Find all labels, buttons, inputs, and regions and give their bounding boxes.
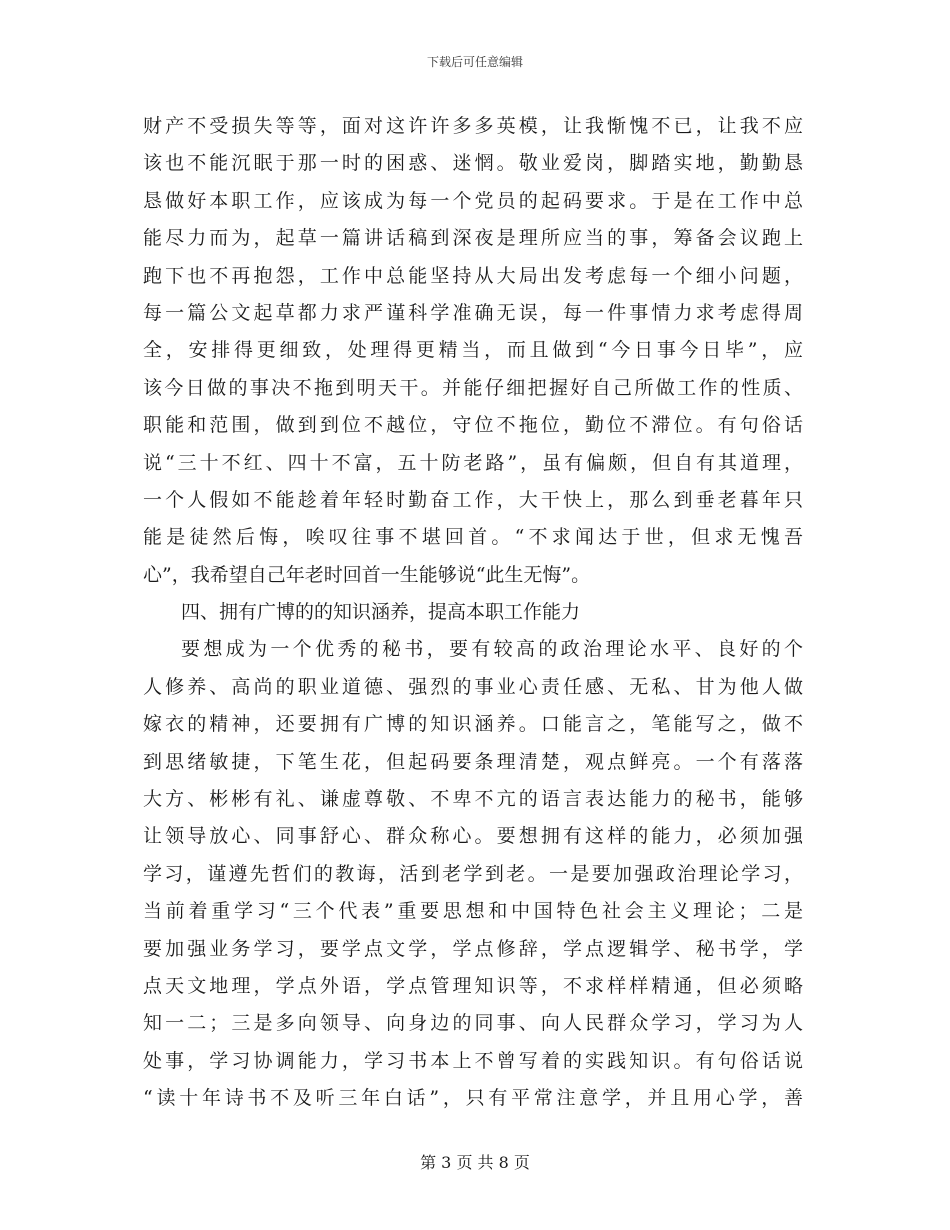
text-line: 能尽力而为，起草一篇讲话稿到深夜是理所应当的事，筹备会议跑上 xyxy=(143,227,803,250)
text-line: 该也不能沉眠于那一时的困惑、迷惘。敬业爱岗，脚踏实地，勤勤恳 xyxy=(143,152,803,175)
text-line: 处事，学习协调能力，学习书本上不曾写着的实践知识。有句俗话说 xyxy=(143,1049,803,1072)
page-number: 第 3 页 共 8 页 xyxy=(420,1153,530,1172)
text-line: 大方、彬彬有礼、谦虚尊敬、不卑不亢的语言表达能力的秘书，能够 xyxy=(143,788,803,811)
text-line: 每一篇公文起草都力求严谨科学准确无误，每一件事情力求考虑得周 xyxy=(143,301,803,324)
text-line: “读十年诗书不及听三年白话”，只有平常注意学，并且用心学，善 xyxy=(143,1087,803,1110)
text-line: 要想成为一个优秀的秘书，要有较高的政治理论水平、良好的个 xyxy=(181,638,803,661)
page-header: 下载后可任意编辑 xyxy=(426,55,523,69)
text-line: 心”，我希望自己年老时回首一生能够说“此生无悔”。 xyxy=(143,563,591,586)
text-line: 说“三十不红、四十不富，五十防老路”，虽有偏颇，但自有其道理， xyxy=(143,451,803,474)
text-line: 能是徒然后悔，唉叹往事不堪回首。“不求闻达于世，但求无愧吾 xyxy=(143,526,803,549)
text-line: 学习，谨遵先哲们的教诲，活到老学到老。一是要加强政治理论学习， xyxy=(143,862,803,885)
text-line: 要加强业务学习，要学点文学，学点修辞，学点逻辑学、秘书学，学 xyxy=(143,937,803,960)
text-line: 财产不受损失等等，面对这许许多多英模，让我惭愧不已，让我不应 xyxy=(143,115,803,137)
text-line: 全，安排得更细致，处理得更精当，而且做到“今日事今日毕”，应 xyxy=(143,339,803,362)
text-line: 职能和范围，做到到位不越位，守位不拖位，勤位不滞位。有句俗话 xyxy=(143,414,803,437)
text-line: 恳做好本职工作，应该成为每一个党员的起码要求。于是在工作中总 xyxy=(143,189,803,212)
text-line: 一个人假如不能趁着年轻时勤奋工作，大干快上，那么到垂老暮年只 xyxy=(143,488,803,511)
text-line: 知一二；三是多向领导、向身边的同事、向人民群众学习，学习为人 xyxy=(143,1012,803,1035)
document-body xyxy=(143,108,803,1118)
text-line: 让领导放心、同事舒心、群众称心。要想拥有这样的能力，必须加强 xyxy=(143,825,803,848)
section-heading: 四、拥有广博的的知识涵养，提高本职工作能力 xyxy=(181,601,581,624)
text-line: 跑下也不再抱怨，工作中总能坚持从大局出发考虑每一个细小问题， xyxy=(143,264,803,287)
text-line: 到思绪敏捷，下笔生花，但起码要条理清楚，观点鲜亮。一个有落落 xyxy=(143,750,803,773)
text-line: 嫁衣的精神，还要拥有广博的知识涵养。口能言之，笔能写之，做不 xyxy=(143,713,803,736)
text-line: 该今日做的事决不拖到明天干。并能仔细把握好自己所做工作的性质、 xyxy=(143,376,803,399)
text-line: 当前着重学习“三个代表”重要思想和中国特色社会主义理论；二是 xyxy=(143,900,803,923)
text-line: 点天文地理，学点外语，学点管理知识等，不求样样精通，但必须略 xyxy=(143,974,803,997)
text-line: 人修养、高尚的职业道德、强烈的事业心责任感、无私、甘为他人做 xyxy=(143,675,803,698)
